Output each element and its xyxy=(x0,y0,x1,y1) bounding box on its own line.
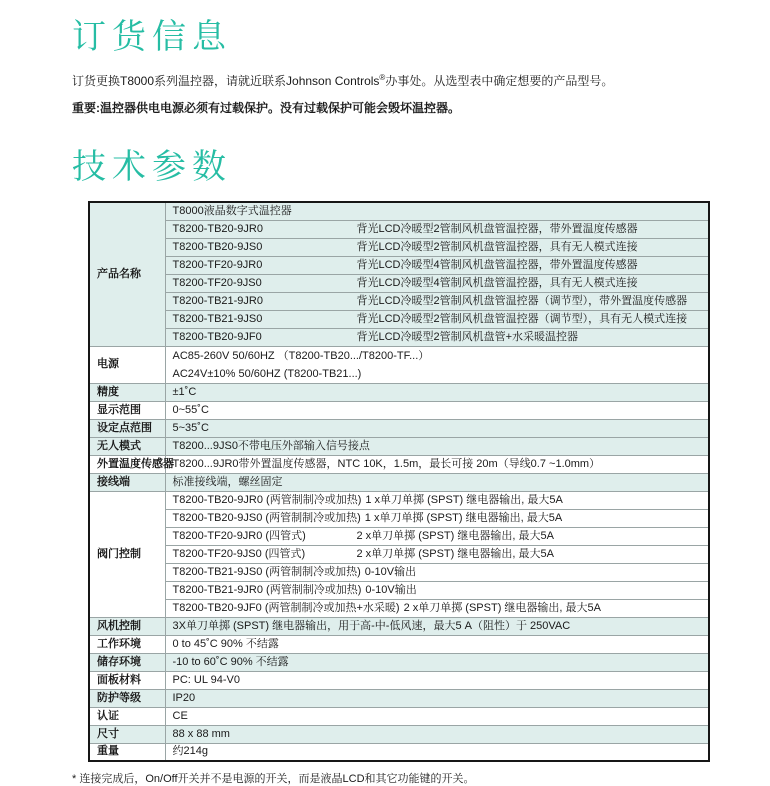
spec-value: 标准接线端，螺丝固定 xyxy=(165,473,709,491)
row-label-power: 电源 xyxy=(89,346,165,383)
row-label-setpoint-range: 设定点范围 xyxy=(89,419,165,437)
product-desc: 背光LCD冷暖型4管制风机盘管温控器，带外置温度传感器 xyxy=(356,258,638,271)
spec-value: PC: UL 94-V0 xyxy=(165,671,709,689)
valve-model: T8200-TB21-9JR0 (两管制制冷或加热) xyxy=(172,583,362,596)
product-model: T8200-TB20-9JS0 xyxy=(172,240,263,253)
spec-value: T8200...9JS0不带电压外部输入信号接点 xyxy=(165,437,709,455)
valve-model: T8200-TB20-9JS0 (两管制制冷或加热) xyxy=(172,511,361,524)
footnote: * 连接完成后，On/Off开关并不是电源的开关，而是液晶LCD和其它功能键的开关。 xyxy=(72,773,475,786)
valve-model: T8200-TB20-9JF0 (两管制制冷或加热+水采暖) xyxy=(172,601,400,614)
product-desc: 背光LCD冷暖型2管制风机盘管温控器（调节型），具有无人模式连接 xyxy=(356,312,688,325)
table-row xyxy=(89,725,709,743)
table-row xyxy=(89,671,709,689)
valve-desc: 2 x单刀单掷 (SPST) 继电器输出, 最大5A xyxy=(356,529,554,542)
valve-cell xyxy=(165,527,709,545)
spec-value: 0 to 45˚C 90% 不结露 xyxy=(165,635,709,653)
row-label-display-range: 显示范围 xyxy=(89,401,165,419)
table-row xyxy=(89,383,709,401)
table-row xyxy=(89,310,709,328)
product-desc: 背光LCD冷暖型2管制风机盘管温控器，带外置温度传感器 xyxy=(356,222,638,235)
product-desc: 背光LCD冷暖型2管制风机盘管+水采暖温控器 xyxy=(356,330,579,343)
intro-paragraph xyxy=(72,73,770,90)
table-row xyxy=(89,274,709,292)
row-label-storage-env: 储存环境 xyxy=(89,653,165,671)
row-label-external-sensor: 外置温度传感器 xyxy=(89,455,165,473)
table-row xyxy=(89,346,709,383)
row-label-product-name: 产品名称 xyxy=(89,202,165,346)
valve-desc: 1 x单刀单掷 (SPST) 继电器输出, 最大5A xyxy=(364,511,563,524)
product-cell xyxy=(165,292,709,310)
valve-model: T8200-TF20-9JS0 (四管式) xyxy=(172,547,306,560)
valve-model: T8200-TB21-9JS0 (两管制制冷或加热) xyxy=(172,565,361,578)
registered-trademark-symbol: ® xyxy=(379,73,386,83)
row-label-panel-material: 面板材料 xyxy=(89,671,165,689)
product-cell xyxy=(165,220,709,238)
important-note: 重要:温控器供电电源必须有过载保护。没有过载保护可能会毁坏温控器。 xyxy=(72,100,460,115)
datasheet-page xyxy=(72,18,770,786)
valve-model: T8200-TB20-9JR0 (两管制制冷或加热) xyxy=(172,493,362,506)
row-label-operating-env: 工作环境 xyxy=(89,635,165,653)
table-row xyxy=(89,617,709,635)
spec-value: -10 to 60˚C 90% 不结露 xyxy=(165,653,709,671)
spec-value: 0~55˚C xyxy=(165,401,709,419)
table-row xyxy=(89,202,709,220)
product-cell xyxy=(165,328,709,346)
table-row xyxy=(89,743,709,761)
product-cell xyxy=(165,256,709,274)
product-model: T8200-TB21-9JS0 xyxy=(172,312,263,325)
valve-cell xyxy=(165,545,709,563)
row-label-dimensions: 尺寸 xyxy=(89,725,165,743)
table-row xyxy=(89,455,709,473)
table-row xyxy=(89,419,709,437)
product-model: T8200-TF20-9JR0 xyxy=(172,258,263,271)
valve-model: T8200-TF20-9JR0 (四管式) xyxy=(172,529,306,542)
valve-desc: 2 x单刀单掷 (SPST) 继电器输出, 最大5A xyxy=(356,547,554,560)
row-label-weight: 重量 xyxy=(89,743,165,761)
table-row xyxy=(89,689,709,707)
table-row xyxy=(89,220,709,238)
table-row xyxy=(89,491,709,509)
table-row xyxy=(89,599,709,617)
table-row xyxy=(89,401,709,419)
intro-text-before: 订货更换T8000系列温控器，请就近联系Johnson Controls xyxy=(72,74,380,89)
section-title-ordering-info: 订货信息 xyxy=(72,18,232,56)
product-cell xyxy=(165,238,709,256)
valve-desc: 0-10V输出 xyxy=(365,583,417,596)
spec-value: IP20 xyxy=(165,689,709,707)
product-model: T8200-TB20-9JF0 xyxy=(172,330,262,343)
spec-value: 88 x 88 mm xyxy=(165,725,709,743)
valve-cell xyxy=(165,599,709,617)
table-row xyxy=(89,437,709,455)
product-desc: 背光LCD冷暖型4管制风机盘管温控器，具有无人模式连接 xyxy=(356,276,638,289)
spec-value: CE xyxy=(165,707,709,725)
valve-cell xyxy=(165,563,709,581)
table-row xyxy=(89,509,709,527)
table-row xyxy=(89,653,709,671)
row-label-protection-rating: 防护等级 xyxy=(89,689,165,707)
row-label-terminals: 接线端 xyxy=(89,473,165,491)
product-series-cell: T8000液晶数字式温控器 xyxy=(165,202,709,220)
row-label-certification: 认证 xyxy=(89,707,165,725)
row-label-valve-control: 阀门控制 xyxy=(89,491,165,617)
table-row xyxy=(89,238,709,256)
product-model: T8200-TF20-9JS0 xyxy=(172,276,262,289)
product-desc: 背光LCD冷暖型2管制风机盘管温控器（调节型），带外置温度传感器 xyxy=(356,294,688,307)
spec-value: T8200...9JR0带外置温度传感器，NTC 10K，1.5m，最长可接 20m（导线0.7 ~1.0mm） xyxy=(165,455,709,473)
intro-text-after: 办事处。从选型表中确定想要的产品型号。 xyxy=(385,74,614,89)
power-value-cell xyxy=(165,346,709,383)
table-row xyxy=(89,473,709,491)
row-label-unoccupied-mode: 无人模式 xyxy=(89,437,165,455)
spec-value: 5~35˚C xyxy=(165,419,709,437)
product-desc: 背光LCD冷暖型2管制风机盘管温控器，具有无人模式连接 xyxy=(356,240,638,253)
row-label-fan-control: 风机控制 xyxy=(89,617,165,635)
valve-cell xyxy=(165,509,709,527)
valve-desc: 1 x单刀单掷 (SPST) 继电器输出, 最大5A xyxy=(365,493,563,506)
table-row xyxy=(89,545,709,563)
product-model: T8200-TB20-9JR0 xyxy=(172,222,263,235)
table-row xyxy=(89,328,709,346)
product-cell xyxy=(165,274,709,292)
valve-cell xyxy=(165,581,709,599)
table-row xyxy=(89,707,709,725)
table-row xyxy=(89,527,709,545)
row-label-accuracy: 精度 xyxy=(89,383,165,401)
table-row xyxy=(89,256,709,274)
table-row xyxy=(89,581,709,599)
table-row xyxy=(89,292,709,310)
valve-cell xyxy=(165,491,709,509)
product-cell xyxy=(165,310,709,328)
power-line-1: AC85-260V 50/60HZ （T8200-TB20.../T8200-TF...） xyxy=(172,349,430,362)
spec-table xyxy=(88,201,710,762)
table-row xyxy=(89,563,709,581)
table-row xyxy=(89,635,709,653)
spec-value: ±1˚C xyxy=(165,383,709,401)
power-line-2: AC24V±10% 50/60HZ (T8200-TB21...) xyxy=(172,367,362,380)
valve-desc: 0-10V输出 xyxy=(364,565,417,578)
section-title-tech-specs: 技术参数 xyxy=(72,148,232,187)
product-model: T8200-TB21-9JR0 xyxy=(172,294,263,307)
valve-desc: 2 x单刀单掷 (SPST) 继电器输出, 最大5A xyxy=(403,601,601,614)
spec-value: 3X单刀单掷 (SPST) 继电器输出，用于高-中-低风速，最大5 A（阻性）于 250VAC xyxy=(165,617,709,635)
spec-value: 约214g xyxy=(165,743,709,761)
